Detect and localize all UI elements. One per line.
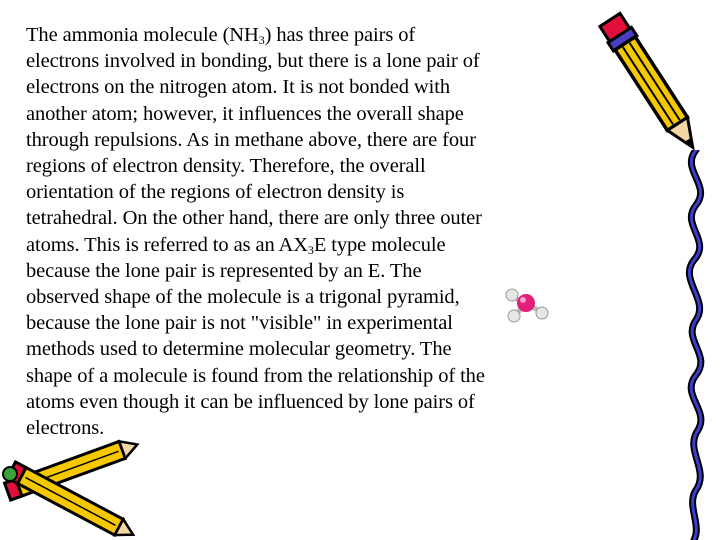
text-line: because the lone pair is represented by an E. The (26, 259, 422, 282)
text-line: regions of electron density. Therefore, the overall (26, 155, 426, 178)
text-line: methods used to determine molecular geometry. The (26, 338, 452, 361)
text-line: another atom; however, it influences the overall shape (26, 102, 464, 125)
text-line: electrons on the nitrogen atom. It is not bonded with (26, 76, 450, 99)
text-line: observed shape of the molecule is a trigonal pyramid, (26, 286, 460, 309)
text-line: The ammonia molecule $(NH_3)$ has three pairs of (26, 24, 416, 47)
text-line: electrons. (26, 417, 105, 440)
text-line: orientation of the regions of electron density is (26, 181, 405, 204)
squiggle-line-icon (672, 150, 720, 540)
crossed-pencils-icon (0, 430, 150, 540)
text-line: tetrahedral. On the other hand, there are only three outer (26, 207, 482, 230)
text-line: through repulsions. As in methane above, there are four (26, 128, 476, 151)
pencil-icon (596, 0, 706, 170)
text-line: shape of a molecule is found from the relationship of the (26, 364, 485, 387)
body-paragraph (26, 22, 586, 441)
text-line: atoms even though it can be influenced by lone pairs of (26, 390, 475, 413)
text-line: because the lone pair is not "visible" in experimental (26, 312, 453, 335)
text-line: atoms. This is referred to as an $AX_3E$ type molecule (26, 233, 446, 257)
text-line: electrons involved in bonding, but there is a lone pair of (26, 50, 480, 73)
